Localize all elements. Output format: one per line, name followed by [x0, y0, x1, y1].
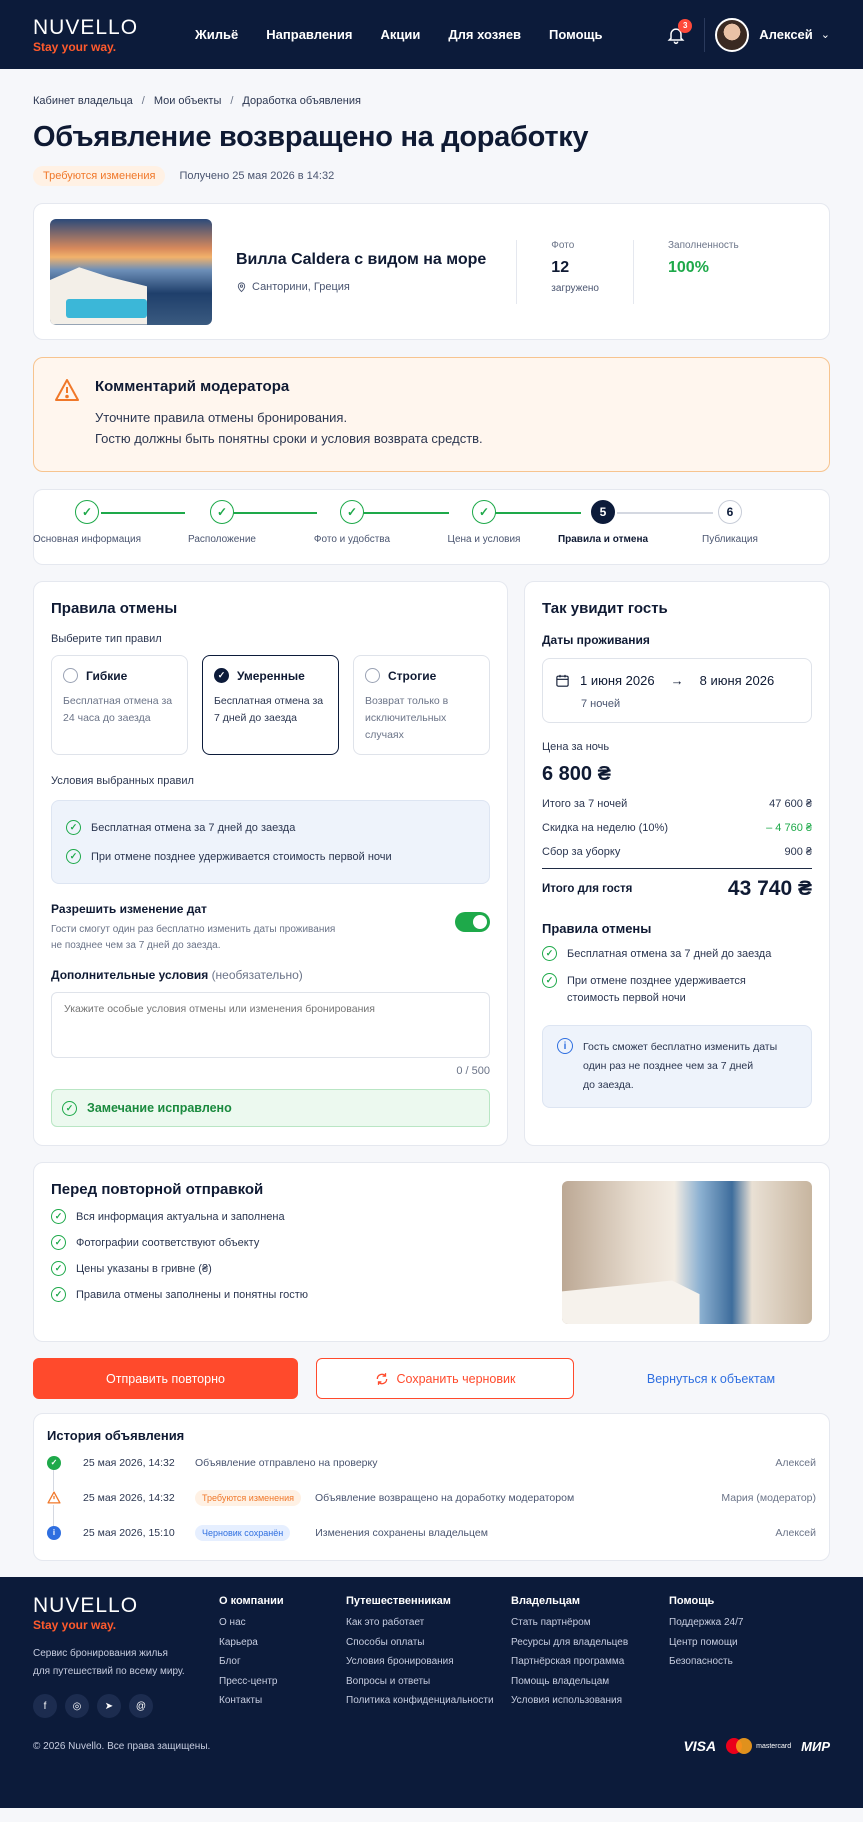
guest-rules-title: Правила отмены	[542, 921, 652, 936]
warning-icon	[47, 1491, 61, 1505]
history-row	[47, 1445, 816, 1480]
char-counter: 0 / 500	[456, 1065, 490, 1077]
photos-value: 12	[551, 258, 570, 276]
property-info	[236, 251, 516, 293]
calendar-icon	[555, 673, 570, 688]
condition-item	[66, 813, 475, 842]
footer-col-title: Путешественникам	[346, 1595, 451, 1607]
guest-rule	[542, 946, 812, 963]
toggle-description	[51, 922, 335, 954]
step-photos[interactable]	[287, 500, 417, 545]
condition-text: Бесплатная отмена за 7 дней до заезда	[91, 821, 296, 834]
logo[interactable]	[33, 17, 138, 53]
checklist-text: Вся информация актуальна и заполнена	[76, 1210, 285, 1223]
stay-dates	[542, 658, 812, 723]
check-circle-icon: ✓	[51, 1235, 66, 1250]
check-icon: ✓	[340, 500, 364, 524]
nav-housing[interactable]: Жильё	[195, 27, 239, 42]
date-change-setting	[51, 902, 490, 954]
footer-brand	[33, 1595, 219, 1718]
info-box	[542, 1025, 812, 1108]
history-badge: Требуются изменения	[195, 1490, 301, 1506]
moderator-comment	[33, 357, 830, 472]
info-line: один раз не позднее чем за 7 дней	[583, 1060, 754, 1072]
rule-name: Умеренные	[237, 668, 305, 683]
toggle-desc-line: Гости смогут один раз бесплатно изменить даты проживания	[51, 924, 336, 935]
main-nav	[195, 27, 602, 42]
main-content	[0, 69, 863, 1561]
footer-link[interactable]: Условия использования	[511, 1695, 622, 1706]
footer-link[interactable]: Партнёрская программа	[511, 1656, 625, 1667]
conditions-box	[51, 800, 490, 884]
photos-stat	[516, 240, 633, 304]
footer-link[interactable]: Безопасность	[669, 1656, 733, 1667]
check-circle-icon: ✓	[51, 1209, 66, 1224]
radio-button[interactable]	[365, 668, 380, 683]
save-draft-label: Сохранить черновик	[396, 1371, 516, 1386]
moderator-text	[95, 407, 483, 449]
guest-preview	[524, 581, 830, 1146]
status-row	[33, 166, 830, 186]
moderator-line: Гостю должны быть понятны сроки и условия возврата средств.	[95, 431, 483, 446]
resubmit-button[interactable]: Отправить повторно	[33, 1358, 298, 1399]
breadcrumb-separator: /	[230, 95, 234, 107]
breadcrumb-current: Доработка объявления	[242, 95, 361, 107]
step-rules[interactable]	[538, 500, 668, 545]
step-label: Правила и отмена	[557, 534, 649, 545]
rule-name: Гибкие	[86, 668, 128, 683]
desc-line: для путешествий по всему миру.	[33, 1666, 185, 1677]
nav-deals[interactable]: Акции	[380, 27, 421, 42]
check-icon: ✓	[472, 500, 496, 524]
check-circle-icon: ✓	[47, 1456, 61, 1470]
back-to-objects-link[interactable]: Вернуться к объектам	[646, 1371, 776, 1386]
property-photo	[50, 219, 212, 325]
nav-hosts[interactable]: Для хозяев	[448, 27, 522, 42]
checklist	[51, 1209, 308, 1302]
history-date: 25 мая 2026, 15:10	[83, 1526, 175, 1539]
facebook-icon[interactable]: f	[33, 1694, 57, 1718]
check-circle-icon: ✓	[51, 1287, 66, 1302]
history-row	[47, 1480, 816, 1515]
rule-description: Бесплатная отмена за 24 часа до заезда	[63, 695, 173, 724]
desc-line: Сервис бронирования жилья	[33, 1648, 168, 1659]
footer-link[interactable]: Пресс-центр	[219, 1675, 278, 1687]
chevron-down-icon[interactable]: ⌄	[820, 29, 830, 41]
footer-link[interactable]: Ресурсы для владельцев	[511, 1636, 629, 1648]
history-row	[47, 1515, 816, 1550]
rule-description: Возврат только в исключительных случаях	[365, 695, 449, 741]
dates-label: Даты проживания	[542, 633, 650, 647]
nights-count: 7 ночей	[581, 698, 621, 710]
step-basic-info[interactable]	[22, 500, 152, 545]
footer-link[interactable]: Блог	[219, 1656, 241, 1667]
nav-destinations[interactable]: Направления	[266, 27, 353, 42]
edit-area	[33, 581, 830, 1146]
total-value: 43 740 ₴	[727, 877, 812, 900]
history-author: Мария (модератор)	[721, 1491, 816, 1504]
footer-link[interactable]: Политика конфиденциальности	[346, 1695, 494, 1706]
footer-bottom	[33, 1738, 830, 1754]
check-circle-icon: ✓	[51, 1261, 66, 1276]
date-to: 8 июня 2026	[699, 673, 775, 688]
condition-text: При отмене позднее удерживается стоимость первой ночи	[91, 850, 392, 863]
fixed-text: Замечание исправлено	[87, 1101, 232, 1115]
mir-logo: МИР	[801, 1738, 830, 1754]
step-number: 5	[591, 500, 615, 524]
extra-conditions-input[interactable]	[51, 992, 490, 1058]
line-label: Скидка на неделю (10%)	[542, 822, 668, 834]
location-text: Санторини, Греция	[252, 280, 350, 293]
instagram-icon[interactable]: ◎	[65, 1694, 89, 1718]
status-badge: Требуются изменения	[33, 166, 165, 186]
rule-name: Строгие	[388, 668, 437, 683]
history-author: Алексей	[775, 1456, 816, 1469]
section-title: Перед повторной отправкой	[51, 1181, 264, 1198]
footer-link[interactable]: Поддержка 24/7	[669, 1617, 744, 1628]
history-text: Изменения сохранены владельцем	[315, 1526, 488, 1539]
fill-label: Заполненность	[668, 239, 739, 251]
line-value: – 4 760 ₴	[766, 822, 812, 834]
step-publish[interactable]	[665, 500, 795, 545]
rule-option-moderate[interactable]	[202, 655, 339, 755]
footer-col-help	[669, 1595, 743, 1718]
property-title: Вилла Caldera с видом на море	[236, 250, 487, 268]
step-label: Фото и удобства	[313, 534, 391, 545]
history-date: 25 мая 2026, 14:32	[83, 1491, 175, 1504]
social-links	[33, 1694, 219, 1718]
brand-name: NUVELLO	[33, 15, 139, 39]
rule-line: стоимость первой ночи	[567, 992, 686, 1004]
line-value: 47 600 ₴	[769, 798, 812, 810]
info-line: до заезда.	[583, 1079, 634, 1091]
history-list	[47, 1445, 816, 1550]
history-text: Объявление отправлено на проверку	[195, 1456, 378, 1469]
total-label: Итого для гостя	[542, 883, 633, 895]
brand-tagline: Stay your way.	[33, 1618, 117, 1632]
footer	[0, 1577, 863, 1808]
line-label: Итого за 7 ночей	[542, 798, 628, 810]
extra-conditions-label	[51, 968, 490, 982]
fill-value: 100%	[668, 258, 709, 276]
footer-link[interactable]: Условия бронирования	[346, 1656, 454, 1667]
breadcrumb-owner[interactable]: Кабинет владельца	[33, 95, 133, 107]
divider	[704, 18, 705, 52]
property-card	[33, 203, 830, 340]
step-label: Расположение	[188, 534, 256, 545]
conditions-label: Условия выбранных правил	[51, 775, 194, 787]
footer-col-title: Владельцам	[511, 1595, 581, 1607]
notification-count: 3	[678, 19, 692, 33]
page-title: Объявление возвращено на доработку	[33, 121, 589, 153]
footer-link[interactable]: Помощь владельцам	[511, 1675, 610, 1687]
footer-col-travelers	[346, 1595, 511, 1718]
info-icon: i	[47, 1526, 61, 1540]
radio-button[interactable]	[63, 668, 78, 683]
date-from: 1 июня 2026	[580, 673, 655, 688]
footer-link[interactable]: Центр помощи	[669, 1636, 738, 1648]
step-label: Цена и условия	[447, 534, 521, 545]
arrow-right-icon: →	[670, 673, 684, 688]
threads-icon[interactable]: @	[129, 1694, 153, 1718]
rule-text: Бесплатная отмена за 7 дней до заезда	[567, 948, 772, 960]
mastercard-text: mastercard	[756, 1742, 792, 1750]
section-title: Так увидит гость	[542, 600, 668, 617]
line-value: 900 ₴	[784, 846, 812, 858]
check-circle-icon: ✓	[66, 849, 81, 864]
top-navigation	[0, 0, 863, 69]
fill-stat	[633, 240, 813, 304]
guest-rule	[542, 973, 812, 1007]
history-badge: Черновик сохранён	[195, 1525, 290, 1541]
photos-label: Фото	[551, 239, 575, 251]
received-date: Получено 25 мая 2026 в 14:32	[179, 170, 335, 182]
rule-text	[567, 973, 746, 1007]
rule-description: Бесплатная отмена за 7 дней до заезда	[214, 695, 324, 724]
step-number: 6	[718, 500, 742, 524]
section-title: Правила отмены	[51, 600, 178, 617]
breadcrumb	[33, 69, 830, 107]
footer-link[interactable]: Способы оплаты	[346, 1636, 425, 1648]
info-line: Гость сможет бесплатно изменить даты	[583, 1041, 778, 1053]
brand-name: NUVELLO	[33, 1594, 139, 1617]
moderator-body	[95, 378, 483, 449]
photos-sub: загружено	[551, 282, 599, 294]
rule-options	[51, 655, 490, 755]
price-label: Цена за ночь	[542, 741, 610, 753]
room-photo	[562, 1181, 812, 1324]
checklist-item	[51, 1287, 308, 1302]
checklist-item	[51, 1261, 308, 1276]
check-icon: ✓	[75, 500, 99, 524]
toggle-title: Разрешить изменение дат	[51, 902, 207, 916]
checklist-text: Цены указаны в гривне (₴)	[76, 1262, 212, 1275]
brand-tagline: Stay your way.	[33, 39, 117, 54]
visa-logo: VISA	[683, 1738, 717, 1754]
listing-history	[33, 1413, 830, 1561]
warning-icon	[54, 378, 82, 449]
rule-line: При отмене позднее удерживается	[567, 975, 746, 987]
nav-help[interactable]: Помощь	[549, 27, 603, 42]
date-change-toggle[interactable]	[455, 912, 490, 932]
history-author: Алексей	[775, 1526, 816, 1539]
step-label: Публикация	[702, 534, 758, 545]
refresh-icon	[375, 1372, 389, 1386]
price-line	[542, 846, 812, 858]
avatar[interactable]	[715, 18, 749, 52]
property-location	[236, 281, 516, 293]
footer-link[interactable]: Контакты	[219, 1695, 263, 1706]
check-circle-icon: ✓	[542, 973, 557, 988]
check-icon[interactable]: ✓	[214, 668, 229, 683]
breadcrumb-separator: /	[141, 95, 145, 107]
rule-option-flexible[interactable]	[51, 655, 188, 755]
step-price[interactable]	[419, 500, 549, 545]
footer-link[interactable]: Вопросы и ответы	[346, 1675, 431, 1687]
checklist-text: Правила отмены заполнены и понятны гостю	[76, 1288, 309, 1301]
price-value: 6 800 ₴	[542, 763, 611, 785]
info-text	[583, 1038, 777, 1095]
payment-methods	[683, 1738, 830, 1754]
total-row	[542, 868, 812, 901]
footer-description	[33, 1645, 219, 1681]
history-title: История объявления	[47, 1428, 185, 1443]
check-circle-icon: ✓	[66, 820, 81, 835]
checklist-text: Фотографии соответствуют объекту	[76, 1236, 260, 1249]
checklist-item	[51, 1209, 308, 1224]
footer-link[interactable]: Карьера	[219, 1636, 258, 1648]
copyright: © 2026 Nuvello. Все права защищены.	[33, 1740, 211, 1752]
telegram-icon[interactable]: ➤	[97, 1694, 121, 1718]
check-circle-icon: ✓	[542, 946, 557, 961]
check-icon: ✓	[210, 500, 234, 524]
step-location[interactable]	[157, 500, 287, 545]
footer-link[interactable]: О нас	[219, 1617, 246, 1628]
line-label: Сбор за уборку	[542, 846, 621, 858]
rule-type-label: Выберите тип правил	[51, 633, 162, 645]
info-icon: i	[557, 1038, 573, 1054]
cancellation-form	[33, 581, 508, 1146]
discount-line	[542, 822, 812, 834]
step-label: Основная информация	[32, 534, 142, 545]
mastercard-logo	[726, 1738, 791, 1754]
footer-logo[interactable]	[33, 1595, 219, 1631]
price-line	[542, 798, 812, 810]
moderator-line: Уточните правила отмены бронирования.	[95, 410, 348, 425]
footer-link[interactable]: Стать партнёром	[511, 1617, 591, 1628]
user-name[interactable]: Алексей	[759, 27, 813, 42]
check-circle-icon: ✓	[62, 1101, 77, 1116]
history-text: Объявление возвращено на доработку модератором	[315, 1491, 575, 1504]
checklist-item	[51, 1235, 308, 1250]
toggle-desc-line: не позднее чем за 7 дней до заезда.	[51, 940, 221, 951]
extra-title: Дополнительные условия	[51, 968, 209, 982]
fixed-notice	[51, 1089, 490, 1127]
progress-stepper	[33, 489, 830, 565]
action-bar	[33, 1358, 830, 1399]
notifications-button[interactable]	[662, 21, 690, 49]
rule-option-strict[interactable]	[353, 655, 490, 755]
history-date: 25 мая 2026, 14:32	[83, 1456, 175, 1469]
footer-col-title: О компании	[219, 1595, 284, 1607]
footer-col-owners	[511, 1595, 669, 1718]
pre-submit-checklist	[33, 1162, 830, 1342]
location-pin-icon	[236, 281, 247, 293]
optional-hint: (необязательно)	[211, 968, 303, 982]
footer-link[interactable]: Как это работает	[346, 1617, 425, 1628]
footer-col-company	[219, 1595, 346, 1718]
user-area	[662, 18, 830, 52]
breadcrumb-objects[interactable]: Мои объекты	[153, 95, 222, 107]
moderator-title: Комментарий модератора	[95, 378, 290, 395]
condition-item	[66, 842, 475, 871]
save-draft-button[interactable]	[316, 1358, 574, 1399]
footer-columns	[33, 1595, 830, 1718]
footer-col-title: Помощь	[669, 1595, 715, 1607]
